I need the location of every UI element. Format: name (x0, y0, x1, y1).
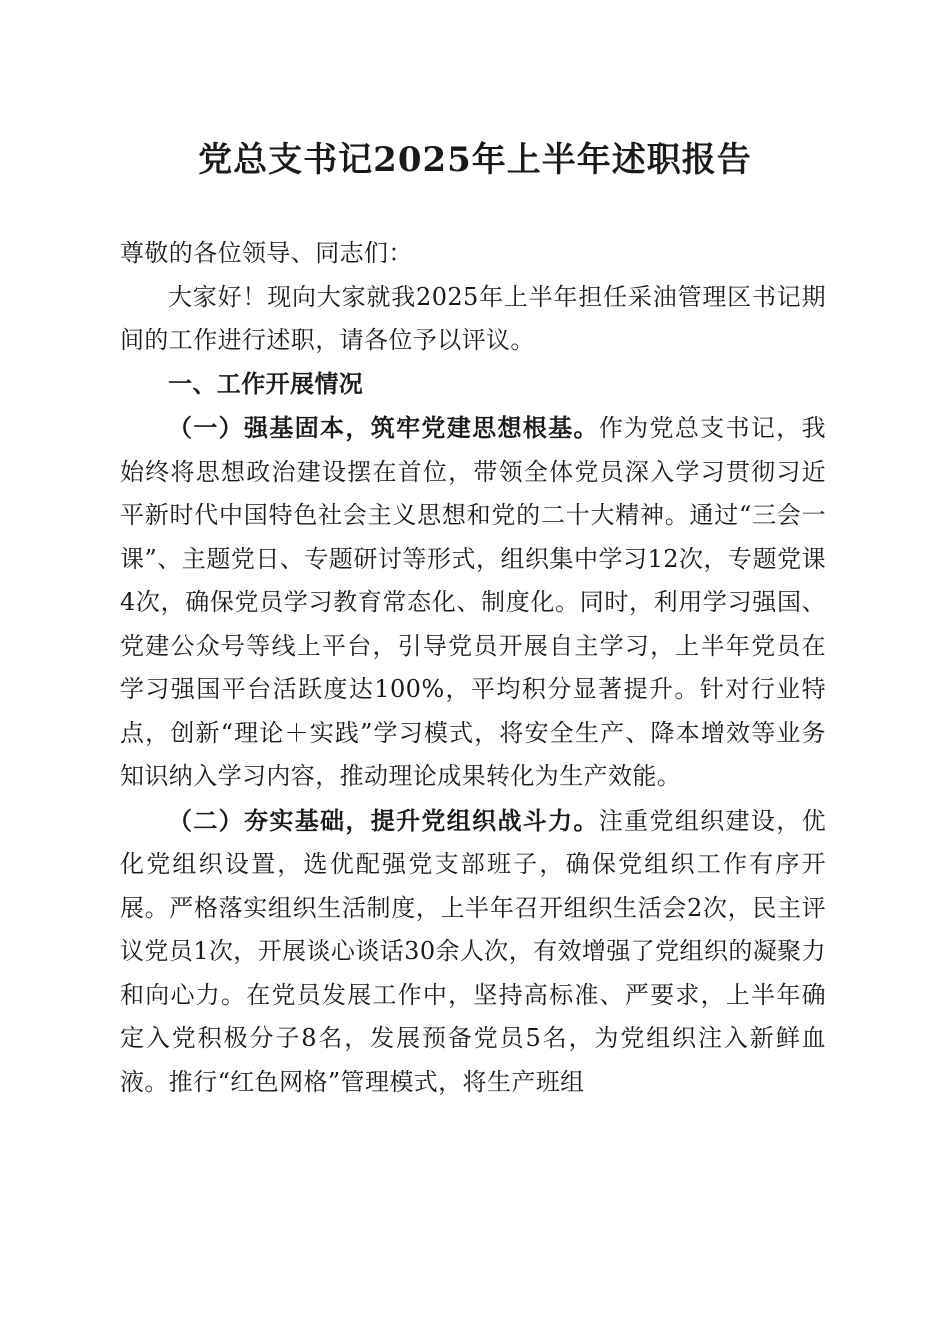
document-title: 党总支书记2025年上半年述职报告 (198, 140, 752, 180)
item-1-lead: （一）强基固本，筑牢党建思想根基。 (168, 413, 599, 442)
item-2-text: 注重党组织建设，优化党组织设置，选优配强党支部班子，确保党组织工作有序开展。严格落实组织生活制度，上半年召开组织生活会2次，民主评议党员1次，开展谈心谈话30余人次，有效增强了党组织的凝聚力和向心力。在党员发展工作中，坚持高标准、严要求，上半年确定入党积极分子8名，发展预备党员5名，为党组织注入新鲜血液。推行“红色网格”管理模式，将生产班组 (120, 806, 826, 1096)
salutation: 尊敬的各位领导、同志们： (120, 239, 413, 267)
paragraph-item-2 (120, 799, 826, 1105)
item-1-text: 作为党总支书记，我始终将思想政治建设摆在首位，带领全体党员深入学习贯彻习近平新时代中国特色社会主义思想和党的二十大精神。通过“三会一课”、主题党日、专题研讨等形式，组织集中学习12次，专题党课4次，确保党员学习教育常态化、制度化。同时，利用学习强国、党建公众号等线上平台，引导党员开展自主学习，上半年党员在学习强国平台活跃度达100%，平均积分显著提升。针对行业特点，创新“理论＋实践”学习模式，将安全生产、降本增效等业务知识纳入学习内容，推动理论成果转化为生产效能。 (120, 414, 826, 790)
paragraph-item-1 (120, 406, 826, 799)
item-2-lead: （二）夯实基础，提升党组织战斗力。 (168, 805, 599, 835)
intro-paragraph: 大家好！现向大家就我2025年上半年担任采油管理区书记期间的工作进行述职，请各位予以评议。 (120, 282, 826, 354)
section-heading-1: 一、工作开展情况 (168, 369, 364, 398)
document-body (120, 232, 826, 1104)
